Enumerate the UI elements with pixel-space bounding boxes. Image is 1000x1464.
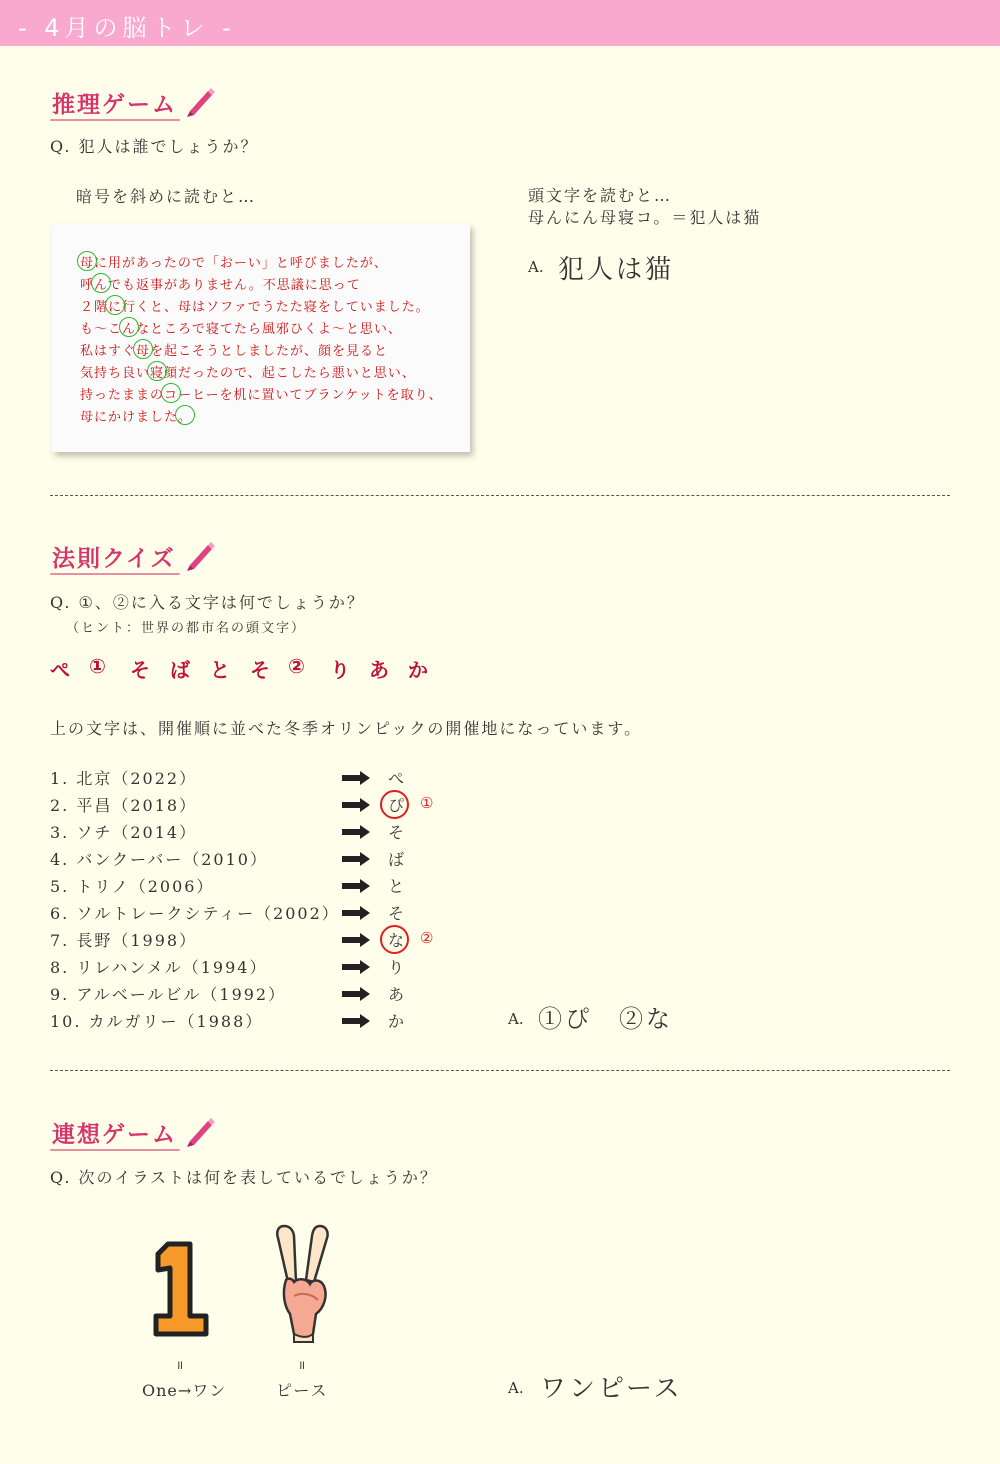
hint-diagonal: 暗号を斜めに読むと… [76, 187, 257, 206]
cipher-line: 母にかけました。 [80, 410, 193, 425]
result-kana: ぴ [388, 796, 405, 815]
highlight-circle [105, 295, 125, 315]
title-underline [50, 119, 180, 121]
sequence-char: り [330, 658, 350, 682]
section-divider [50, 495, 950, 496]
explanation-text: 上の文字は、開催順に並べた冬季オリンピックの開催地になっています。 [50, 719, 643, 738]
olympic-row: 7. 長野（1998） [50, 931, 198, 950]
arrow-right-icon [342, 906, 370, 920]
pen-icon [182, 538, 216, 572]
sequence-char: か [408, 658, 428, 682]
highlight-circle [133, 339, 153, 359]
section-title-rule: 法則クイズ [52, 546, 176, 572]
answer-reasoning: 犯人は猫 [558, 255, 675, 285]
blank-marker-2: ② [420, 929, 434, 947]
arrow-right-icon [342, 771, 370, 785]
cipher-line: 母に用があったので「おーい」と呼びましたが、 [80, 256, 388, 271]
hint-initials: 頭文字を読むと… [528, 186, 673, 205]
sequence-char: そ [250, 658, 270, 682]
answer-prefix: A. [508, 1010, 524, 1028]
sequence-char: ① [89, 654, 106, 678]
sequence-char: ぺ [50, 658, 70, 682]
sequence-char: あ [369, 658, 389, 682]
highlight-circle-red [380, 925, 409, 954]
result-kana: あ [388, 985, 405, 1004]
result-kana: り [388, 958, 405, 977]
blank-marker-1: ① [420, 794, 434, 812]
result-kana: か [388, 1012, 405, 1031]
pen-icon [182, 84, 216, 118]
result-kana: ば [388, 850, 405, 869]
olympic-row: 5. トリノ（2006） [50, 877, 215, 896]
page-title: - 4月の脳トレ - [18, 14, 236, 42]
sequence-char: と [210, 658, 230, 682]
cipher-line: 私はすぐ母を起こそうとしましたが、顔を見ると [80, 344, 389, 359]
olympic-row: 6. ソルトレークシティー（2002） [50, 904, 340, 923]
olympic-row: 9. アルベールビル（1992） [50, 985, 287, 1004]
cipher-line: ２階に行くと、母はソファでうたた寝をしていました。 [80, 300, 430, 315]
question-association: Q. 次のイラストは何を表しているでしょうか？ [50, 1168, 438, 1187]
olympic-row: 1. 北京（2022） [50, 769, 198, 788]
arrow-right-icon [342, 825, 370, 839]
cipher-paper [52, 224, 470, 452]
title-underline [50, 1149, 180, 1151]
highlight-circle [147, 361, 167, 381]
title-underline [50, 573, 180, 575]
answer-rule: ①ぴ ②な [538, 1005, 673, 1033]
result-kana: ぺ [388, 769, 405, 788]
header-banner [0, 0, 1000, 46]
equals-sign: ॥ [176, 1358, 184, 1372]
hint-initials-result: 母んにん母寝コ。＝犯人は猫 [528, 208, 762, 227]
answer-prefix: A. [508, 1379, 524, 1397]
arrow-right-icon [342, 879, 370, 893]
arrow-right-icon [342, 798, 370, 812]
cipher-line: 呼んでも返事がありません。不思議に思って [80, 278, 361, 293]
section-title-reasoning: 推理ゲーム [52, 92, 177, 118]
arrow-right-icon [342, 852, 370, 866]
hint-rule: （ヒント：世界の都市名の頭文字） [66, 621, 307, 636]
sequence-char: ② [288, 654, 305, 678]
olympic-row: 4. バンクーバー（2010） [50, 850, 268, 869]
equals-sign: ॥ [298, 1358, 306, 1372]
number-one-illustration [150, 1238, 216, 1338]
olympic-row: 8. リレハンメル（1994） [50, 958, 268, 977]
arrow-right-icon [342, 960, 370, 974]
result-kana: そ [388, 823, 405, 842]
highlight-circle [161, 383, 181, 403]
olympic-row: 10. カルガリー（1988） [50, 1012, 264, 1031]
result-kana: な [388, 931, 405, 950]
highlight-circle [91, 273, 111, 293]
highlight-circle [119, 317, 139, 337]
arrow-right-icon [342, 1014, 370, 1028]
question-reasoning: Q. 犯人は誰でしょうか？ [50, 137, 259, 156]
peace-hand-illustration [272, 1222, 336, 1344]
olympic-row: 3. ソチ（2014） [50, 823, 198, 842]
highlight-circle-red [380, 790, 409, 819]
answer-association: ワンピース [540, 1374, 683, 1404]
sequence-char: ば [170, 658, 190, 682]
highlight-circle [175, 405, 195, 425]
answer-prefix: A. [528, 258, 544, 276]
cipher-line: 持ったままのコーヒーを机に置いてブランケットを取り、 [80, 388, 443, 403]
cipher-line: も～こんなところで寝てたら風邪ひくよ～と思い、 [80, 322, 402, 337]
question-rule: Q. ①、②に入る文字は何でしょうか？ [50, 593, 365, 612]
result-kana: と [388, 877, 405, 896]
caption-one: One→ワン [142, 1381, 227, 1400]
sequence-char: そ [130, 658, 150, 682]
highlight-circle [77, 251, 97, 271]
arrow-right-icon [342, 933, 370, 947]
section-divider [50, 1070, 950, 1071]
olympic-row: 2. 平昌（2018） [50, 796, 198, 815]
section-title-association: 連想ゲーム [52, 1122, 177, 1148]
pen-icon [182, 1114, 216, 1148]
arrow-right-icon [342, 987, 370, 1001]
cipher-line: 気持ち良い寝顔だったので、起こしたら悪いと思い、 [80, 366, 416, 381]
caption-peace: ピース [276, 1381, 329, 1400]
result-kana: そ [388, 904, 405, 923]
